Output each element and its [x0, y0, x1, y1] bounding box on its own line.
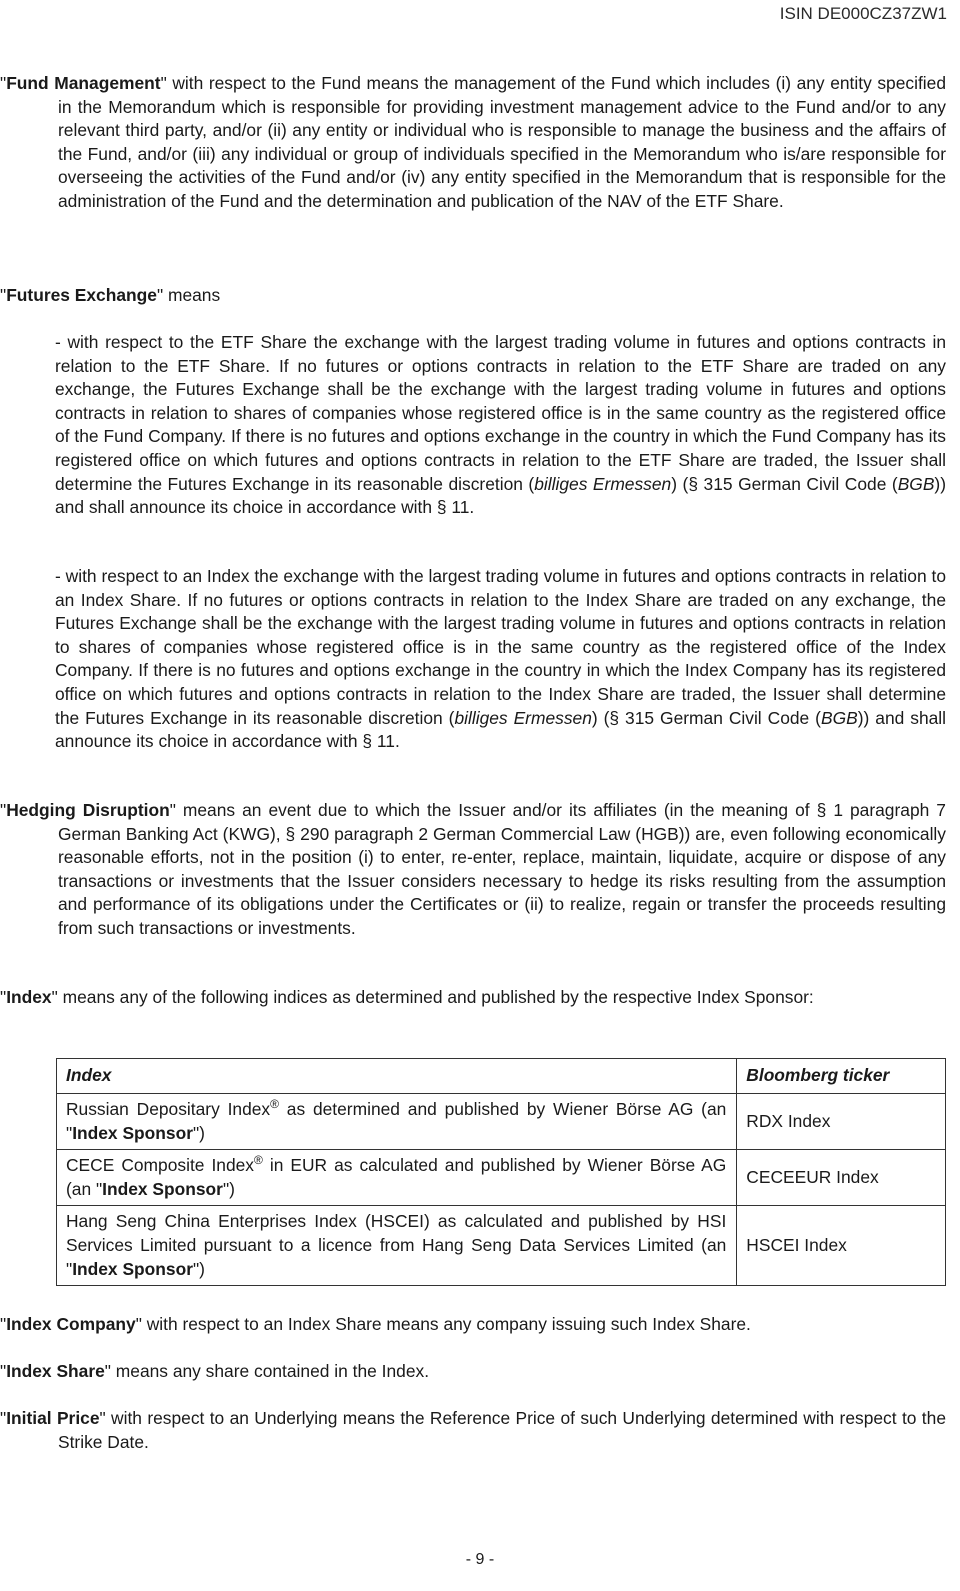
- definition-text: " with respect to the Fund means the management of the Fund which includes (i) any entity specified in the Memorandum which is responsible for providing investment management advice to the Fund and/or to any relevant third party, and/or (ii) any entity or individual who is responsible to manage the business and the affairs of the Fund, and/or (iii) any individual or group of individuals specified in the Memorandum who is/are responsible for overseeing the activities of the Fund and/or (iv) any entity specified in the Memorandum that is responsible for the administration of the Fund and the determination and publication of the NAV of the ETF Share.: [58, 73, 946, 211]
- defined-term: Futures Exchange: [6, 285, 157, 305]
- column-header-index: Index: [57, 1059, 737, 1094]
- definition-text: " with respect to an Index Share means any company issuing such Index Share.: [135, 1314, 751, 1334]
- definition-text: " means any of the following indices as determined and published by the respective Index Sponsor:: [51, 987, 814, 1007]
- futures-exchange-definition: "Futures Exchange" means: [0, 285, 221, 305]
- registered-mark: ®: [270, 1097, 279, 1112]
- index-table: [56, 1058, 946, 1286]
- index-name-cell: CECE Composite Index® in EUR as calculated and published by Wiener Börse AG (an "Index Sponsor"): [57, 1150, 737, 1206]
- defined-term: Index Company: [6, 1314, 136, 1334]
- defined-term: Hedging Disruption: [6, 800, 170, 820]
- definition-text: " with respect to an Underlying means the Reference Price of such Underlying determined with respect to the Strike Date.: [58, 1408, 946, 1452]
- ticker-cell: HSCEI Index: [737, 1206, 946, 1286]
- table-row: [57, 1094, 946, 1150]
- column-header-bloomberg-ticker: Bloomberg ticker: [737, 1059, 946, 1094]
- isin-header: ISIN DE000CZ37ZW1: [779, 4, 947, 23]
- defined-term: Initial Price: [6, 1408, 100, 1428]
- defined-term: Fund Management: [6, 73, 161, 93]
- defined-term: Index Share: [6, 1361, 105, 1381]
- hedging-disruption-definition: "Hedging Disruption" means an event due to which the Issuer and/or its affiliates (in the meaning of § 1 paragraph 7 German Banking Act (KWG), § 290 paragraph 2 German Commercial Law (HGB)) are, even following economically reasonable efforts, not in the position (i) to enter, re-enter, replace, maintain, liquidate, acquire or dispose of any transactions or investments that the Issuer considers necessary to hedge its risks resulting from the assumption and performance of its obligations under the Certificates or (ii) to realize, regain or transfer the proceeds resulting from such transactions or investments.: [0, 800, 946, 938]
- index-share-definition: "Index Share" means any share contained in the Index.: [0, 1361, 430, 1381]
- ticker-cell: RDX Index: [737, 1094, 946, 1150]
- table-row: [57, 1150, 946, 1206]
- defined-term: Index: [6, 987, 52, 1007]
- index-company-definition: "Index Company" with respect to an Index Share means any company issuing such Index Share.: [0, 1314, 751, 1334]
- fund-management-definition: "Fund Management" with respect to the Fund means the management of the Fund which includes (i) any entity specified in the Memorandum which is responsible for providing investment management advice to the Fund and/or to any relevant third party, and/or (ii) any entity or individual who is responsible to manage the business and the affairs of the Fund, and/or (iii) any individual or group of individuals specified in the Memorandum who is/are responsible for overseeing the activities of the Fund and/or (iv) any entity specified in the Memorandum that is responsible for the administration of the Fund and the determination and publication of the NAV of the ETF Share.: [0, 73, 946, 211]
- futures-exchange-item-index: - with respect to an Index the exchange with the largest trading volume in futures and options contracts in relation to an Index Share. If no futures or options contracts in relation to the Index Share are traded on any exchange, the Futures Exchange shall be the exchange with the largest trading volume in futures and options contracts in relation to shares of companies whose registered office is in the same country as the registered office of the Index Company. If there is no futures and options exchange in the country in which the Index Company has its registered office on which futures and options contracts in relation to the Index Share are traded, the Issuer shall determine the Futures Exchange in its reasonable discretion (billiges Ermessen) (§ 315 German Civil Code (BGB)) and shall announce its choice in accordance with § 11.: [55, 566, 947, 752]
- index-definition: "Index" means any of the following indices as determined and published by the respective Index Sponsor:: [0, 987, 814, 1007]
- table-row: [57, 1206, 946, 1286]
- definition-text: " means: [156, 285, 221, 305]
- definition-text: " means an event due to which the Issuer and/or its affiliates (in the meaning of § 1 paragraph 7 German Banking Act (KWG), § 290 paragraph 2 German Commercial Law (HGB)) are, even following economically reasonable efforts, not in the position (i) to enter, re-enter, replace, maintain, liquidate, acquire or dispose of any transactions or investments that the Issuer considers necessary to hedge its risks resulting from the assumption and performance of its obligations under the Certificates or (ii) to realize, regain or transfer the proceeds resulting from such transactions or investments.: [58, 800, 946, 938]
- initial-price-definition: "Initial Price" with respect to an Underlying means the Reference Price of such Underlying determined with respect to the Strike Date.: [0, 1408, 946, 1452]
- ticker-cell: CECEEUR Index: [737, 1150, 946, 1206]
- registered-mark: ®: [254, 1153, 263, 1168]
- page-number: - 9 -: [465, 1551, 495, 1568]
- index-name-cell: Russian Depositary Index® as determined and published by Wiener Börse AG (an "Index Sponsor"): [57, 1094, 737, 1150]
- futures-exchange-item-etf: - with respect to the ETF Share the exchange with the largest trading volume in futures and options contracts in relation to the ETF Share. If no futures or options contracts in relation to the ETF Share are traded on any exchange, the Futures Exchange shall be the exchange with the largest trading volume in futures and options contracts in relation to shares of companies whose registered office is in the same country as the registered office of the Fund Company. If there is no futures and options exchange in the country in which the Fund Company has its registered office on which futures and options contracts in relation to the ETF Share are traded, the Issuer shall determine the Futures Exchange in its reasonable discretion (billiges Ermessen) (§ 315 German Civil Code (BGB)) and shall announce its choice in accordance with § 11.: [55, 332, 947, 518]
- index-name-cell: Hang Seng China Enterprises Index (HSCEI) as calculated and published by HSI Services Limited pursuant to a licence from Hang Seng Data Services Limited (an "Index Sponsor"): [57, 1206, 737, 1286]
- definition-text: " means any share contained in the Index.: [104, 1361, 430, 1381]
- table-header-row: [57, 1059, 946, 1094]
